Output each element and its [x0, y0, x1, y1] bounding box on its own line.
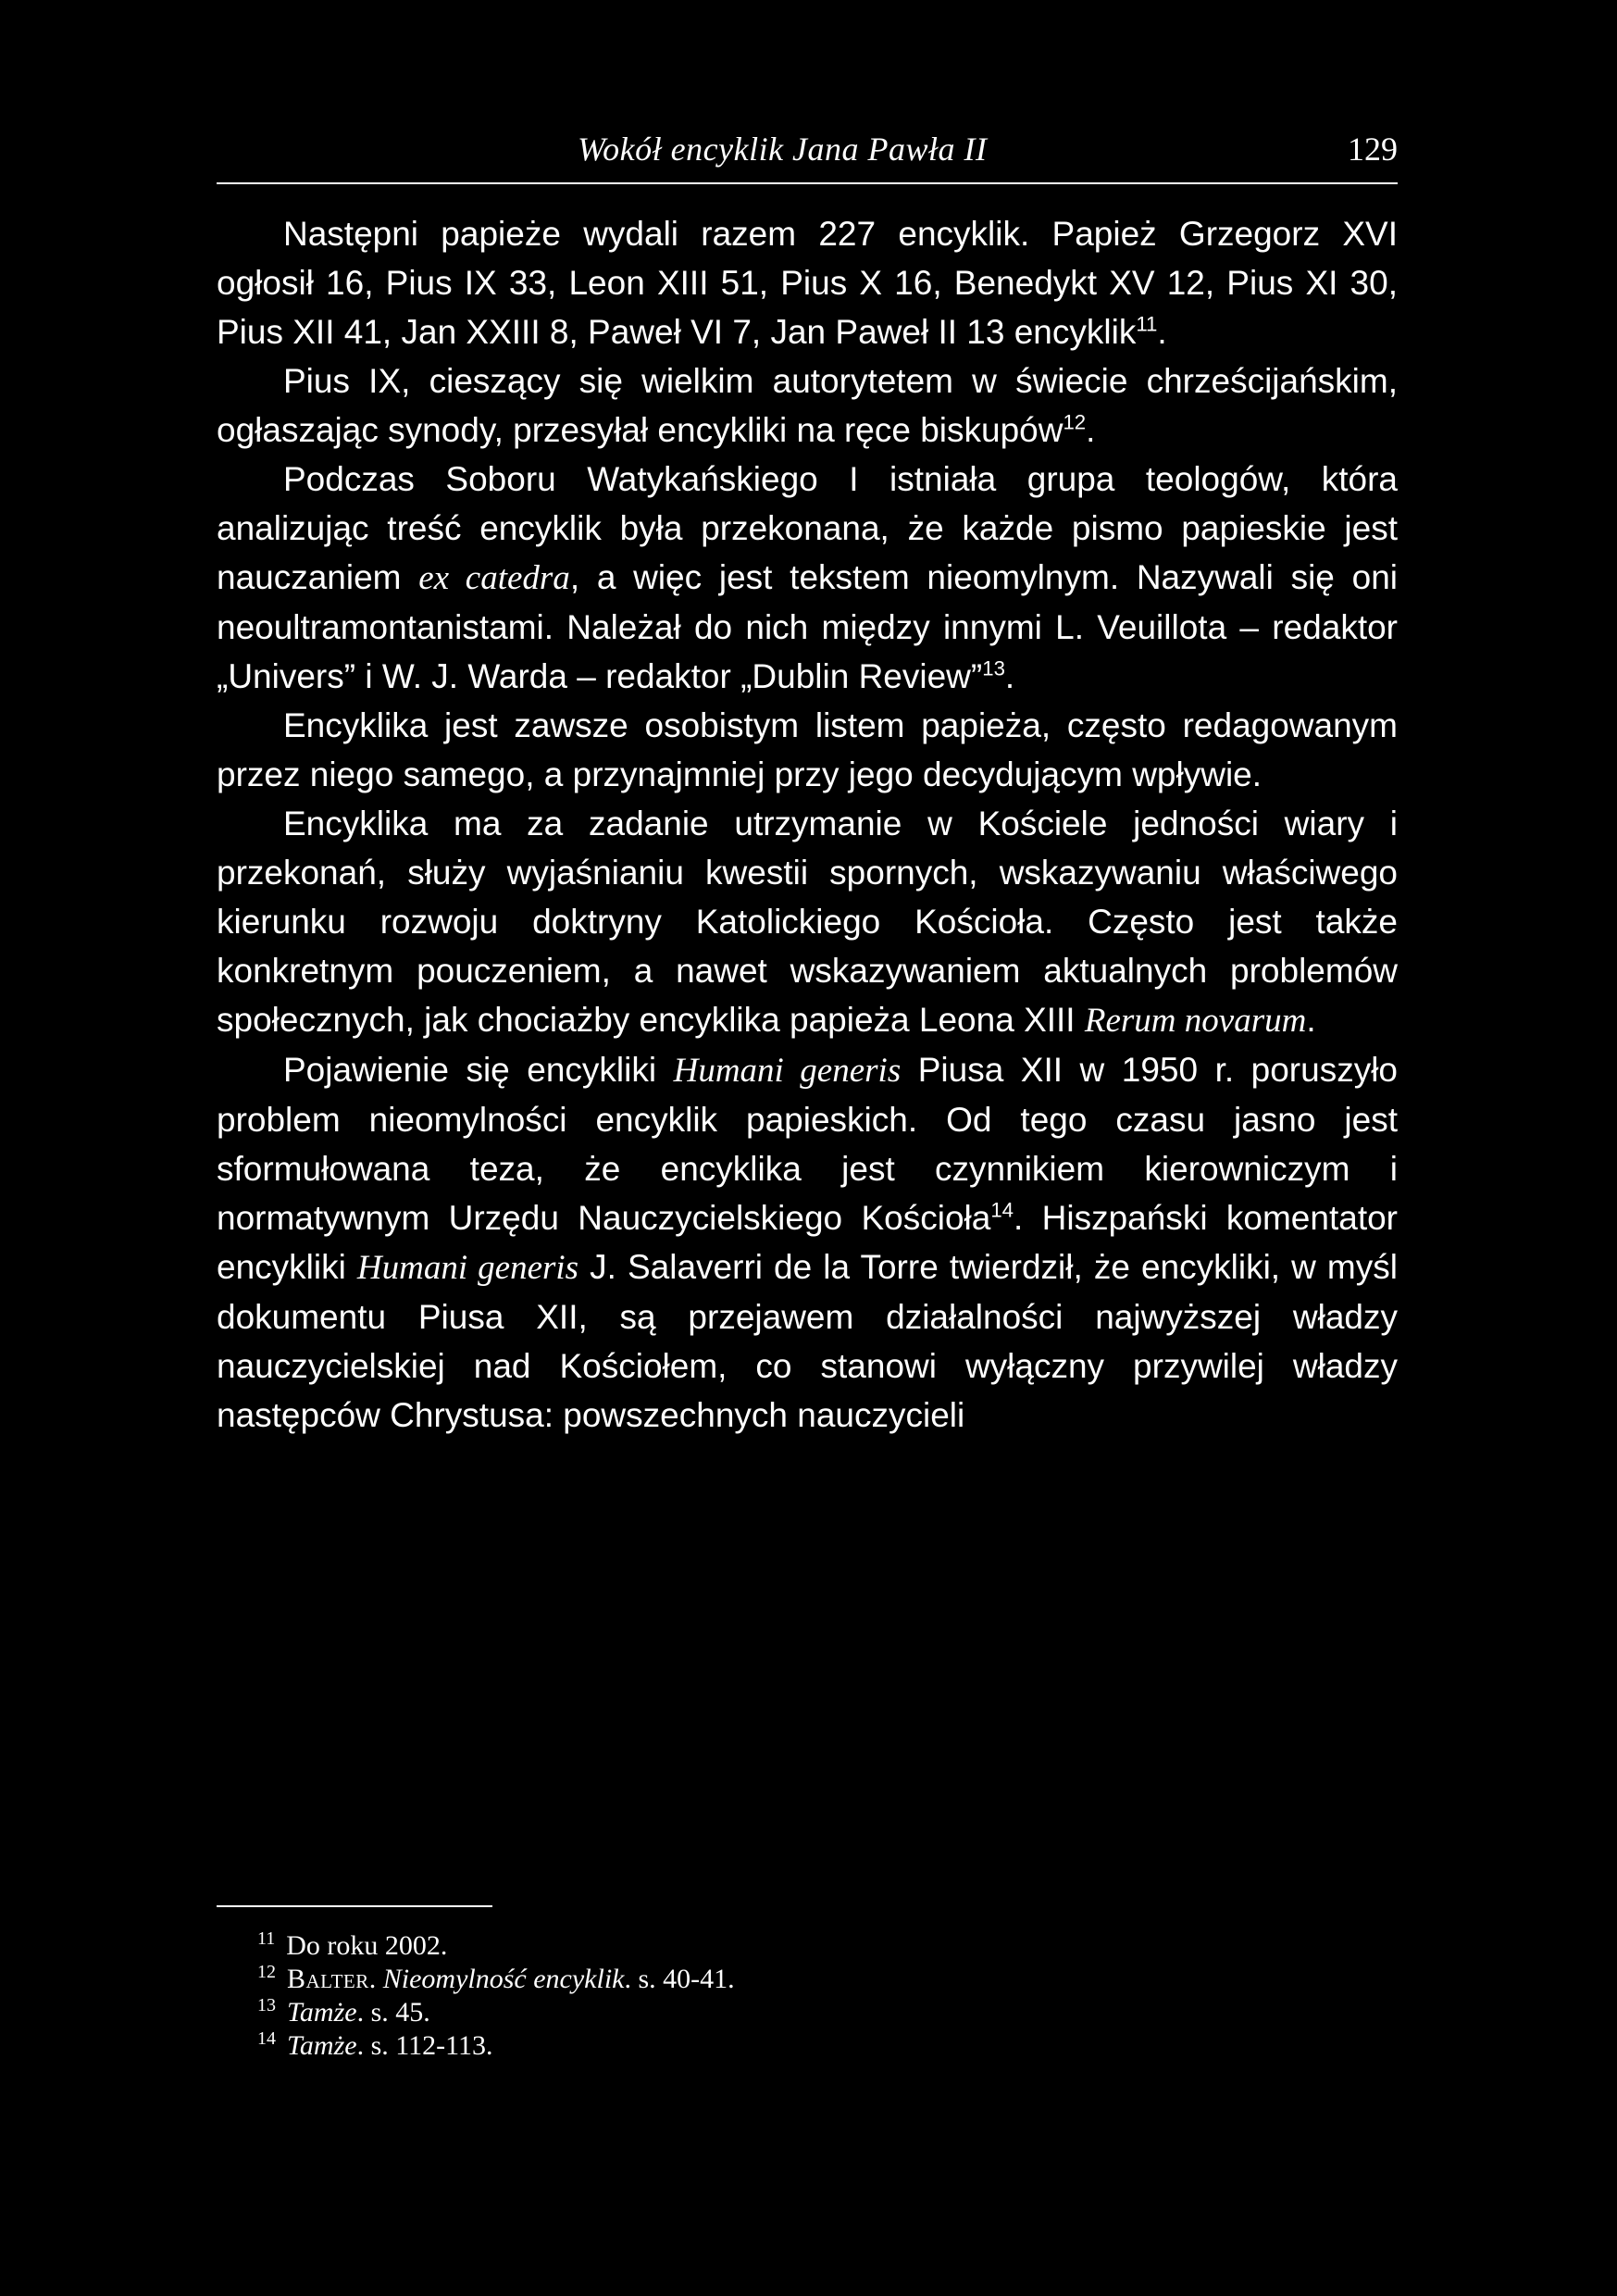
- footnote-ref-13[interactable]: 13: [982, 656, 1005, 680]
- footnote-number: 11: [257, 1928, 276, 1949]
- paragraph-3: [217, 455, 1398, 701]
- italic-term-ex-catedra: ex catedra: [418, 559, 570, 597]
- header-rule: [217, 182, 1398, 184]
- footnote-title: Tamże: [287, 1997, 357, 2028]
- paragraph-6: [217, 1045, 1398, 1440]
- paragraph-text: Podczas Soboru Watykańskiego I istniała grupa teologów, która analizując treść encyklik była przekonana, że każde pismo papieskie jest nauczaniem: [217, 460, 1398, 596]
- paragraph-tail: .: [1004, 657, 1015, 695]
- footnote-title: Nieomylność encyklik: [382, 1964, 625, 1994]
- footnote-number: 12: [257, 1962, 276, 1982]
- footnote-author: Balter: [287, 1964, 369, 1994]
- body-text: [217, 209, 1398, 1440]
- footnote-ref-12[interactable]: 12: [1063, 410, 1087, 434]
- footnote-12: [257, 1963, 1368, 1996]
- paragraph-5: [217, 799, 1398, 1045]
- footnote-number: 13: [257, 1995, 276, 2015]
- footnote-text: . s. 40-41.: [624, 1964, 735, 1994]
- footnote-title: Tamże: [287, 2030, 357, 2061]
- footnote-14: [257, 2029, 1368, 2063]
- paragraph-text: Piusa XII w 1950 r. poruszyło problem nieomylności encyklik papieskich. Od tego czasu jasno jest sformułowana teza, że encyklika jest czynnikiem kierowniczym i normatywnym Urzędu Nauczycielskiego Kościoła: [217, 1051, 1398, 1237]
- footnote-text: Do roku 2002.: [286, 1930, 448, 1961]
- footnote-separator: [217, 1905, 492, 1907]
- footnote-ref-14[interactable]: 14: [990, 1198, 1014, 1222]
- footnote-number: 14: [257, 2028, 276, 2049]
- paragraph-text: Encyklika ma za zadanie utrzymanie w Kościele jedności wiary i przekonań, służy wyjaśnianiu kwestii spornych, wskazywaniu właściwego kierunku rozwoju doktryny Katolickiego Kościoła. Często jest także konkretnym pouczeniem, a nawet wskazywaniem aktualnych problemów społecznych, jak chociażby encyklika papieża Leona XIII: [217, 805, 1398, 1039]
- running-head: [217, 130, 1398, 178]
- footnote-11: [257, 1929, 1368, 1963]
- paragraph-tail: .: [1086, 411, 1096, 449]
- paragraph-4: [217, 701, 1398, 799]
- italic-title-humani-generis: Humani generis: [673, 1052, 902, 1090]
- paragraph-tail: .: [1157, 313, 1167, 351]
- footnote-text: . s. 45.: [356, 1997, 430, 2028]
- italic-title-rerum-novarum: Rerum novarum: [1084, 1002, 1307, 1040]
- book-page: [217, 0, 1398, 2296]
- paragraph-text: Encyklika jest zawsze osobistym listem papieża, często redagowanym przez niego samego, a przynajmniej przy jego decydującym wpływie.: [217, 706, 1398, 793]
- paragraph-text: , a więc jest tekstem nieomylnym. Nazywali się oni neoultramontanistami. Należał do nich między innymi L. Veuillota – redaktor „Univers” i W. J. Warda – redaktor „Dublin Review”: [217, 558, 1398, 695]
- paragraph-tail: .: [1306, 1001, 1316, 1039]
- footnote-text: . s. 112-113.: [356, 2030, 493, 2061]
- page-number: 129: [1348, 131, 1398, 168]
- running-title: Wokół encyklik Jana Pawła II: [578, 131, 988, 168]
- footnote-ref-11[interactable]: 11: [1136, 312, 1158, 336]
- footnote-13: [257, 1996, 1368, 2029]
- paragraph-text: Pojawienie się encykliki: [283, 1051, 674, 1089]
- paragraph-text: Następni papieże wydali razem 227 encyklik. Papież Grzegorz XVI ogłosił 16, Pius IX 33, Leon XIII 51, Pius X 16, Benedykt XV 12, Pius XI 30, Pius XII 41, Jan XXIII 8, Paweł VI 7, Jan Paweł II 13 encyklik: [217, 215, 1398, 351]
- footnote-separator-text: .: [368, 1964, 383, 1994]
- paragraph-text: J. Salaverri de la Torre twierdził, że encykliki, w myśl dokumentu Piusa XII, są przejawem działalności najwyższej władzy nauczycielskiej nad Kościołem, co stanowi wyłączny przywilej władzy następców Chrystusa: powszechnych nauczycieli: [217, 1248, 1398, 1434]
- footnotes: [257, 1929, 1368, 2063]
- italic-title-humani-generis: Humani generis: [356, 1249, 579, 1287]
- paragraph-text: Pius IX, cieszący się wielkim autorytetem w świecie chrześcijańskim, ogłaszając synody, przesyłał encykliki na ręce biskupów: [217, 362, 1398, 449]
- paragraph-text: . Hiszpański komentator encykliki: [217, 1199, 1398, 1286]
- paragraph-2: [217, 356, 1398, 455]
- paragraph-1: [217, 209, 1398, 356]
